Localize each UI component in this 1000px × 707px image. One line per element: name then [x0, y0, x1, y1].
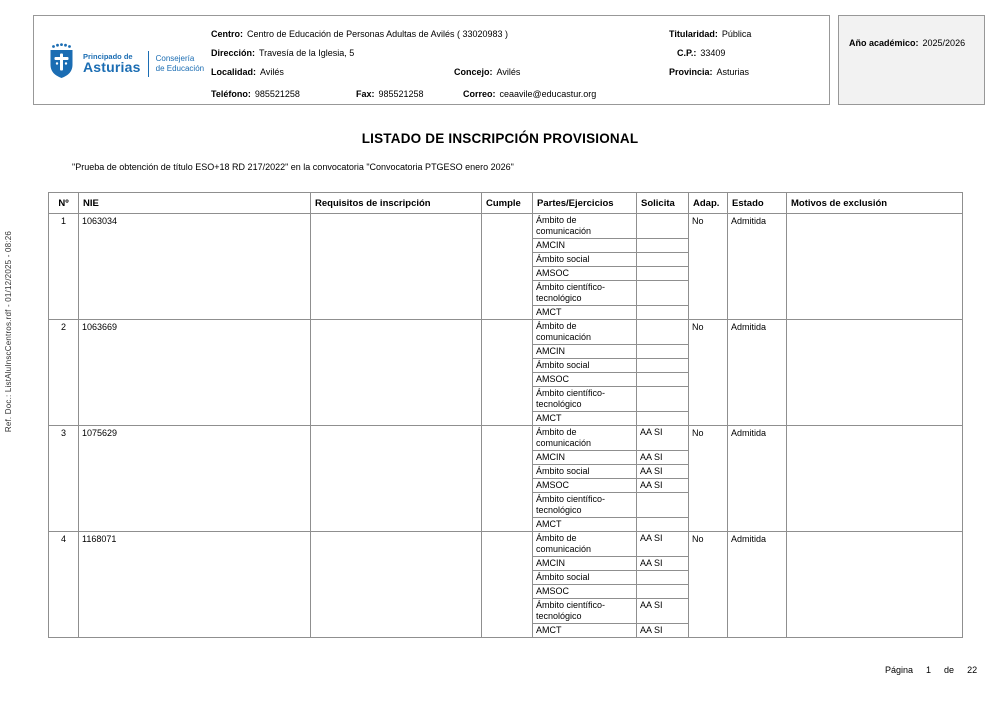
cell-cumple: [482, 532, 533, 638]
cp-label: C.P.:: [677, 48, 697, 58]
cell-motivos: [787, 426, 963, 532]
cell-parte: AMCT: [533, 518, 637, 532]
column-header-solicita: Solicita: [637, 193, 689, 214]
logo-dept-line2: de Educación: [155, 63, 205, 73]
cell-solicita: AA SI: [637, 426, 689, 451]
column-header-cumple: Cumple: [482, 193, 533, 214]
column-header-partes: Partes/Ejercicios: [533, 193, 637, 214]
cell-solicita: [637, 320, 689, 345]
correo-value: ceaavile@educastur.org: [499, 89, 597, 99]
direccion-label: Dirección:: [211, 48, 256, 58]
cell-parte: Ámbito social: [533, 465, 637, 479]
cell-requisitos: [311, 426, 482, 532]
cell-solicita: [637, 345, 689, 359]
logo-divider: [148, 51, 149, 77]
logo-org-name: [83, 53, 141, 75]
logo-org-big: Asturias: [83, 59, 141, 76]
cell-solicita: [637, 306, 689, 320]
ref-doc-vertical-text: Ref. Doc.: ListAluInscCentros.rdf - 01/12/2025 - 08:26: [4, 231, 13, 433]
field-correo: [463, 89, 596, 99]
fax-value: 985521258: [378, 89, 424, 99]
field-telefono: [211, 89, 300, 99]
inscription-table-container: [48, 192, 963, 638]
logo-org-small: Principado de: [83, 51, 133, 61]
table-row: [49, 320, 963, 345]
cell-parte: Ámbito de comunicación: [533, 426, 637, 451]
cell-parte: Ámbito de comunicación: [533, 214, 637, 239]
cell-nie: 1075629: [79, 426, 311, 532]
centro-label: Centro:: [211, 29, 243, 39]
cell-requisitos: [311, 320, 482, 426]
cell-parte: AMSOC: [533, 479, 637, 493]
asturias-logo: [48, 42, 204, 85]
cell-solicita: [637, 387, 689, 412]
field-anio-academico: [849, 38, 965, 48]
cell-solicita: [637, 493, 689, 518]
titularidad-value: Pública: [721, 29, 752, 39]
page-footer: [885, 665, 977, 675]
cell-adap: No: [689, 426, 728, 532]
inscription-table: [48, 192, 963, 638]
fax-label: Fax:: [356, 89, 375, 99]
cell-solicita: [637, 585, 689, 599]
cell-requisitos: [311, 214, 482, 320]
page-total: 22: [967, 665, 978, 675]
academic-year-box: [838, 15, 985, 105]
cell-motivos: [787, 532, 963, 638]
table-row: [49, 214, 963, 239]
cell-parte: AMCIN: [533, 345, 637, 359]
correo-label: Correo:: [463, 89, 496, 99]
page-current: 1: [926, 665, 932, 675]
cell-estado: Admitida: [728, 426, 787, 532]
cell-solicita: [637, 281, 689, 306]
cell-parte: Ámbito científico-tecnológico: [533, 599, 637, 624]
provincia-value: Asturias: [716, 67, 750, 77]
table-row: [49, 426, 963, 451]
cell-parte: AMCT: [533, 306, 637, 320]
cell-parte: AMCT: [533, 624, 637, 638]
field-cp: [677, 48, 725, 58]
localidad-label: Localidad:: [211, 67, 257, 77]
concejo-label: Concejo:: [454, 67, 493, 77]
cell-estado: Admitida: [728, 214, 787, 320]
cell-nie: 1063034: [79, 214, 311, 320]
cell-parte: AMCT: [533, 412, 637, 426]
localidad-value: Avilés: [260, 67, 284, 77]
cell-solicita: [637, 412, 689, 426]
cell-solicita: AA SI: [637, 451, 689, 465]
cell-num: 3: [49, 426, 79, 532]
titularidad-label: Titularidad:: [669, 29, 718, 39]
cell-adap: No: [689, 532, 728, 638]
cell-solicita: AA SI: [637, 465, 689, 479]
cell-solicita: [637, 253, 689, 267]
cell-motivos: [787, 320, 963, 426]
concejo-value: Avilés: [496, 67, 521, 77]
page-of-label: de: [944, 665, 955, 675]
cp-value: 33409: [700, 48, 726, 58]
field-direccion: [211, 48, 354, 58]
field-centro: [211, 29, 508, 39]
logo-department: [156, 54, 204, 74]
column-header-motivos: Motivos de exclusión: [787, 193, 963, 214]
field-localidad: [211, 67, 284, 77]
field-titularidad: [669, 29, 751, 39]
center-info-box: [33, 15, 830, 105]
cell-parte: AMCIN: [533, 239, 637, 253]
cell-parte: AMSOC: [533, 373, 637, 387]
cell-solicita: AA SI: [637, 479, 689, 493]
cell-parte: Ámbito de comunicación: [533, 320, 637, 345]
cell-cumple: [482, 320, 533, 426]
cell-parte: Ámbito social: [533, 253, 637, 267]
inscription-table-body: [49, 214, 963, 638]
cell-cumple: [482, 214, 533, 320]
cell-motivos: [787, 214, 963, 320]
cell-num: 4: [49, 532, 79, 638]
cell-parte: AMSOC: [533, 585, 637, 599]
cell-solicita: AA SI: [637, 624, 689, 638]
cell-estado: Admitida: [728, 532, 787, 638]
cell-parte: Ámbito social: [533, 359, 637, 373]
cell-parte: Ámbito científico-tecnológico: [533, 493, 637, 518]
cell-cumple: [482, 426, 533, 532]
table-row: [49, 532, 963, 557]
direccion-value: Travesía de la Iglesia, 5: [259, 48, 355, 58]
cell-parte: Ámbito de comunicación: [533, 532, 637, 557]
cell-parte: AMCIN: [533, 557, 637, 571]
cell-requisitos: [311, 532, 482, 638]
convocatoria-subtitle: "Prueba de obtención de título ESO+18 RD 217/2022" en la convocatoria "Convocatoria PTGESO enero 2026": [72, 162, 514, 172]
cell-parte: Ámbito científico-tecnológico: [533, 281, 637, 306]
table-header-row: [49, 193, 963, 214]
cell-parte: Ámbito científico-tecnológico: [533, 387, 637, 412]
field-concejo: [454, 67, 520, 77]
cell-solicita: [637, 359, 689, 373]
cell-parte: AMSOC: [533, 267, 637, 281]
cell-solicita: [637, 373, 689, 387]
cell-solicita: [637, 214, 689, 239]
cell-adap: No: [689, 214, 728, 320]
anio-label: Año académico:: [849, 38, 919, 48]
document-title: LISTADO DE INSCRIPCIÓN PROVISIONAL: [361, 131, 639, 146]
field-provincia: [669, 67, 749, 77]
centro-value: Centro de Educación de Personas Adultas de Avilés ( 33020983 ): [247, 29, 509, 39]
cell-adap: No: [689, 320, 728, 426]
field-fax: [356, 89, 424, 99]
telefono-label: Teléfono:: [211, 89, 251, 99]
cell-solicita: [637, 518, 689, 532]
cell-nie: 1168071: [79, 532, 311, 638]
column-header-requisitos: Requisitos de inscripción: [311, 193, 482, 214]
cell-solicita: AA SI: [637, 532, 689, 557]
cell-solicita: AA SI: [637, 557, 689, 571]
cell-parte: AMCIN: [533, 451, 637, 465]
cell-solicita: [637, 571, 689, 585]
column-header-adap: Adap.: [689, 193, 728, 214]
cell-estado: Admitida: [728, 320, 787, 426]
asturias-shield-icon: [48, 42, 75, 85]
telefono-value: 985521258: [254, 89, 300, 99]
column-header-estado: Estado: [728, 193, 787, 214]
column-header-num: Nº: [49, 193, 79, 214]
cell-num: 1: [49, 214, 79, 320]
provincia-label: Provincia:: [669, 67, 713, 77]
cell-nie: 1063669: [79, 320, 311, 426]
cell-solicita: AA SI: [637, 599, 689, 624]
cell-parte: Ámbito social: [533, 571, 637, 585]
cell-solicita: [637, 267, 689, 281]
anio-value: 2025/2026: [922, 38, 966, 48]
column-header-nie: NIE: [79, 193, 311, 214]
cell-num: 2: [49, 320, 79, 426]
cell-solicita: [637, 239, 689, 253]
logo-dept-line1: Consejería: [155, 53, 195, 63]
page-label: Página: [885, 665, 914, 675]
